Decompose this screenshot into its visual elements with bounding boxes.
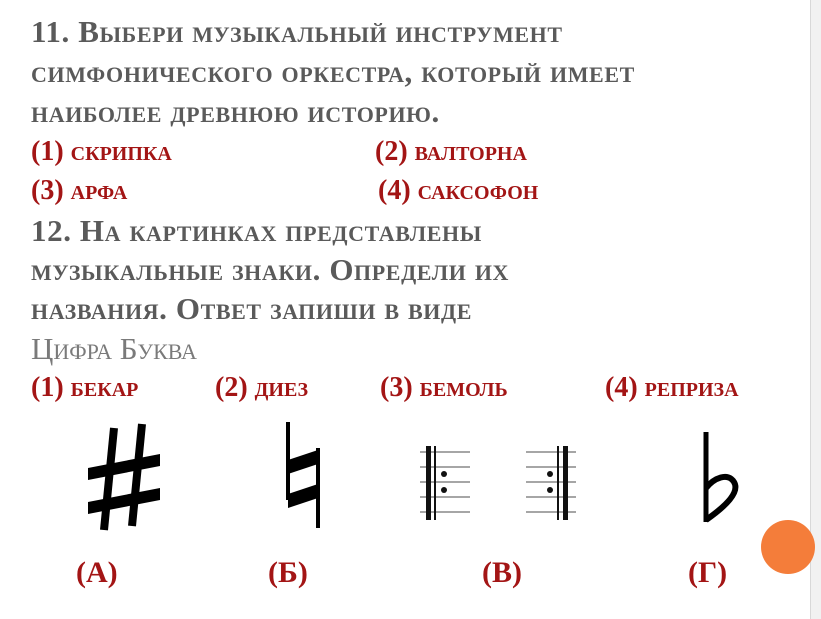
answer-format: Цифра Буква (31, 331, 197, 366)
q12-option-1: (1) бекар (31, 372, 139, 403)
slide-right-edge (810, 0, 821, 619)
q12-option-2: (2) диез (215, 372, 309, 403)
q12-line-3: названия. Ответ запиши в виде (31, 291, 473, 326)
label-v: (В) (482, 556, 522, 589)
label-g: (Г) (688, 556, 728, 589)
q11-line-1: 11. Выбери музыкальный инструмент (31, 14, 563, 49)
q11-option-1: (1) скрипка (31, 136, 172, 167)
natural-icon (276, 420, 336, 532)
q11-line-2: симфонического оркестра, который имеет (31, 54, 635, 89)
sharp-icon (80, 420, 170, 540)
label-a: (А) (76, 556, 118, 589)
repeat-signs-icon (418, 442, 578, 524)
q12-option-3: (3) бемоль (380, 372, 508, 403)
q11-option-2: (2) валторна (375, 136, 527, 167)
flat-icon (690, 430, 750, 530)
q11-option-4: (4) саксофон (378, 175, 539, 206)
accent-circle (761, 520, 815, 574)
q12-line-2: музыкальные знаки. Определи их (31, 252, 510, 287)
q11-line-3: наиболее древнюю историю. (31, 94, 440, 129)
q11-option-3: (3) арфа (31, 175, 128, 206)
q12-line-1: 12. На картинках представлены (31, 213, 482, 248)
label-b: (Б) (268, 556, 308, 589)
q12-option-4: (4) реприза (605, 372, 739, 403)
